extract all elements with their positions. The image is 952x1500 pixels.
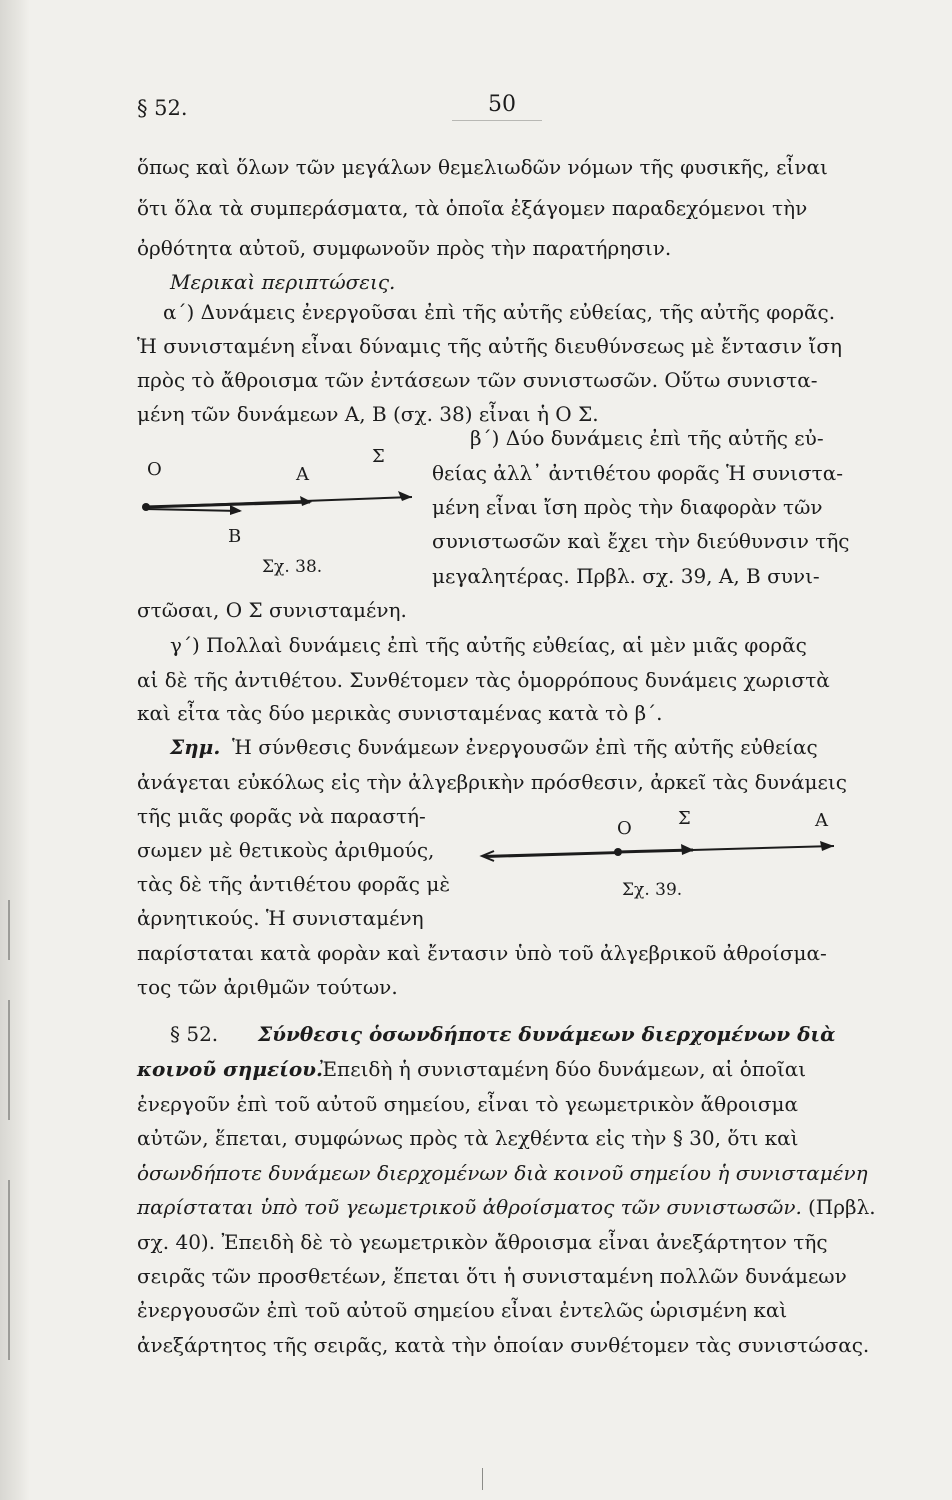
text-line: ἀρνητικούς. Ἡ συνισταμένη [137,906,424,930]
text-line: τῆς μιᾶς φορᾶς νὰ παραστή- [137,804,426,828]
fig39-resultant-arrowhead [681,844,694,855]
page-binding-edge [0,0,30,1500]
binding-mark [8,1180,10,1360]
fig38-caption: Σχ. 38. [262,557,323,577]
text-line: β΄) Δύο δυνάμεις ἐπὶ τῆς αὐτῆς εὐ- [470,426,824,450]
fig38-label-s: Σ [372,446,385,467]
text-line: (Πρβλ. [808,1195,876,1219]
text-line: αὐτῶν, ἕπεται, συμφώνως πρὸς τὰ λεχθέντα εἰς τὴν § 30, ὅτι καὶ [137,1126,799,1150]
scan-mark [482,1468,483,1490]
text-line: σχ. 40). Ἐπειδὴ δὲ τὸ γεωμετρικὸν ἄθροισμα εἶναι ἀνεξάρτητον τῆς [137,1230,828,1254]
binding-mark [8,1000,10,1120]
cases-heading: Μερικαὶ περιπτώσεις. [170,270,396,294]
fig38-force-b-arrowhead [230,505,242,515]
text-line: ἀνάγεται εὐκόλως εἰς τὴν ἀλγεβρικὴν πρόσθεσιν, ἀρκεῖ τὰς δυνάμεις [137,770,847,794]
fig38-label-o: Ο [147,459,162,480]
figure-38-diagram [140,485,430,520]
text-line: ὀρθότητα αὐτοῦ, συμφωνοῦν πρὸς τὴν παρατήρησιν. [137,236,672,260]
text-line: καὶ εἶτα τὰς δύο μερικὰς συνισταμένας κατὰ τὸ β΄. [137,701,663,725]
text-line: γ΄) Πολλαὶ δυνάμεις ἐπὶ τῆς αὐτῆς εὐθείας, αἱ μὲν μιᾶς φορᾶς [170,633,807,657]
text-line: αἱ δὲ τῆς ἀντιθέτου. Συνθέτομεν τὰς ὁμορρόπους δυνάμεις χωριστὰ [137,668,830,692]
running-section: § 52. [137,96,188,120]
binding-mark [8,900,10,960]
text-line: α΄) Δυνάμεις ἐνεργοῦσαι ἐπὶ τῆς αὐτῆς εὐθείας, τῆς αὐτῆς φορᾶς. [163,300,836,324]
text-line: τὰς δὲ τῆς ἀντιθέτου φορᾶς μὲ [137,872,451,896]
text-line: ἀνεξάρτητος τῆς σειρᾶς, κατὰ τὴν ὁποίαν συνθέτομεν τὰς συνιστώσας. [137,1333,870,1357]
fig38-label-a: Α [296,464,309,485]
page-number: 50 [488,92,516,117]
fig39-caption: Σχ. 39. [622,880,683,900]
text-line: τος τῶν ἀριθμῶν τούτων. [137,975,398,999]
text-line-italic: ὁσωνδήποτε δυνάμεων διερχομένων διὰ κοινοῦ σημείου ἡ συνισταμένη [137,1161,868,1185]
text-line: Ἡ συνισταμένη εἶναι δύναμις τῆς αὐτῆς διευθύνσεως μὲ ἔντασιν ἴση [137,334,842,358]
text-line: ὅτι ὅλα τὰ συμπεράσματα, τὰ ὁποῖα ἐξάγομεν παραδεχόμενοι τὴν [137,196,808,220]
note-label: Σημ. [170,735,221,759]
fig38-force-a-line [145,502,310,507]
header-rule [452,120,542,121]
text-line: μένη εἶναι ἴση πρὸς τὴν διαφορὰν τῶν [432,495,823,519]
text-line: στῶσαι, Ο Σ συνισταμένη. [137,598,407,622]
figure-39-diagram [478,838,838,868]
fig39-force-a-arrowhead [820,841,834,851]
text-line: ἐνεργοῦν ἐπὶ τοῦ αὐτοῦ σημείου, εἶναι τὸ γεωμετρικὸν ἄθροισμα [137,1092,798,1116]
fig38-resultant-arrowhead [398,491,412,501]
section-title: Σύνθεσις ὁσωνδήποτε δυνάμεων διερχομένων διὰ [258,1022,836,1046]
text-line: θείας ἀλλ᾽ ἀντιθέτου φορᾶς Ἡ συνιστα- [432,461,843,485]
fig39-origin-point [614,848,622,856]
text-line-italic: παρίσταται ὑπὸ τοῦ γεωμετρικοῦ ἀθροίσματος τῶν συνιστωσῶν. [137,1195,802,1219]
text-line: μεγαλητέρας. Πρβλ. σχ. 39, Α, Β συνι- [432,564,820,588]
text-line: παρίσταται κατὰ φορὰν καὶ ἔντασιν ὑπὸ τοῦ ἀλγεβρικοῦ ἀθροίσμα- [137,941,827,965]
text-line: συνιστωσῶν καὶ ἔχει τὴν διεύθυνσιν τῆς [432,529,850,553]
fig38-label-b: Β [228,526,242,547]
fig39-label-s: Σ [678,808,691,829]
text-line: ὅπως καὶ ὅλων τῶν μεγάλων θεμελιωδῶν νόμων τῆς φυσικῆς, εἶναι [137,155,828,179]
section-title-cont: κοινοῦ σημείου. [137,1057,324,1081]
text-line: ἐνεργουσῶν ἐπὶ τοῦ αὐτοῦ σημείου εἶναι ἐντελῶς ὡρισμένη καὶ [137,1298,788,1322]
fig38-force-b-line [145,509,240,511]
text-line: πρὸς τὸ ἄθροισμα τῶν ἐντάσεων τῶν συνιστωσῶν. Οὕτω συνιστα- [137,368,818,392]
fig38-origin-point [142,503,150,511]
fig39-label-a: Α [815,810,828,831]
text-line: σειρᾶς τῶν προσθετέων, ἕπεται ὅτι ἡ συνισταμένη πολλῶν δυνάμεων [137,1264,847,1288]
text-line: Ἐπειδὴ ἡ συνισταμένη δύο δυνάμεων, αἱ ὁποῖαι [320,1057,807,1081]
fig39-label-o: Ο [617,818,632,839]
section-number: § 52. [170,1022,219,1046]
text-line: σωμεν μὲ θετικοὺς ἀριθμούς, [137,838,435,862]
text-line: Ἡ σύνθεσις δυνάμεων ἐνεργουσῶν ἐπὶ τῆς αὐτῆς εὐθείας [232,735,818,759]
text-line: μένη τῶν δυνάμεων Α, Β (σχ. 38) εἶναι ἡ Ο Σ. [137,402,599,426]
